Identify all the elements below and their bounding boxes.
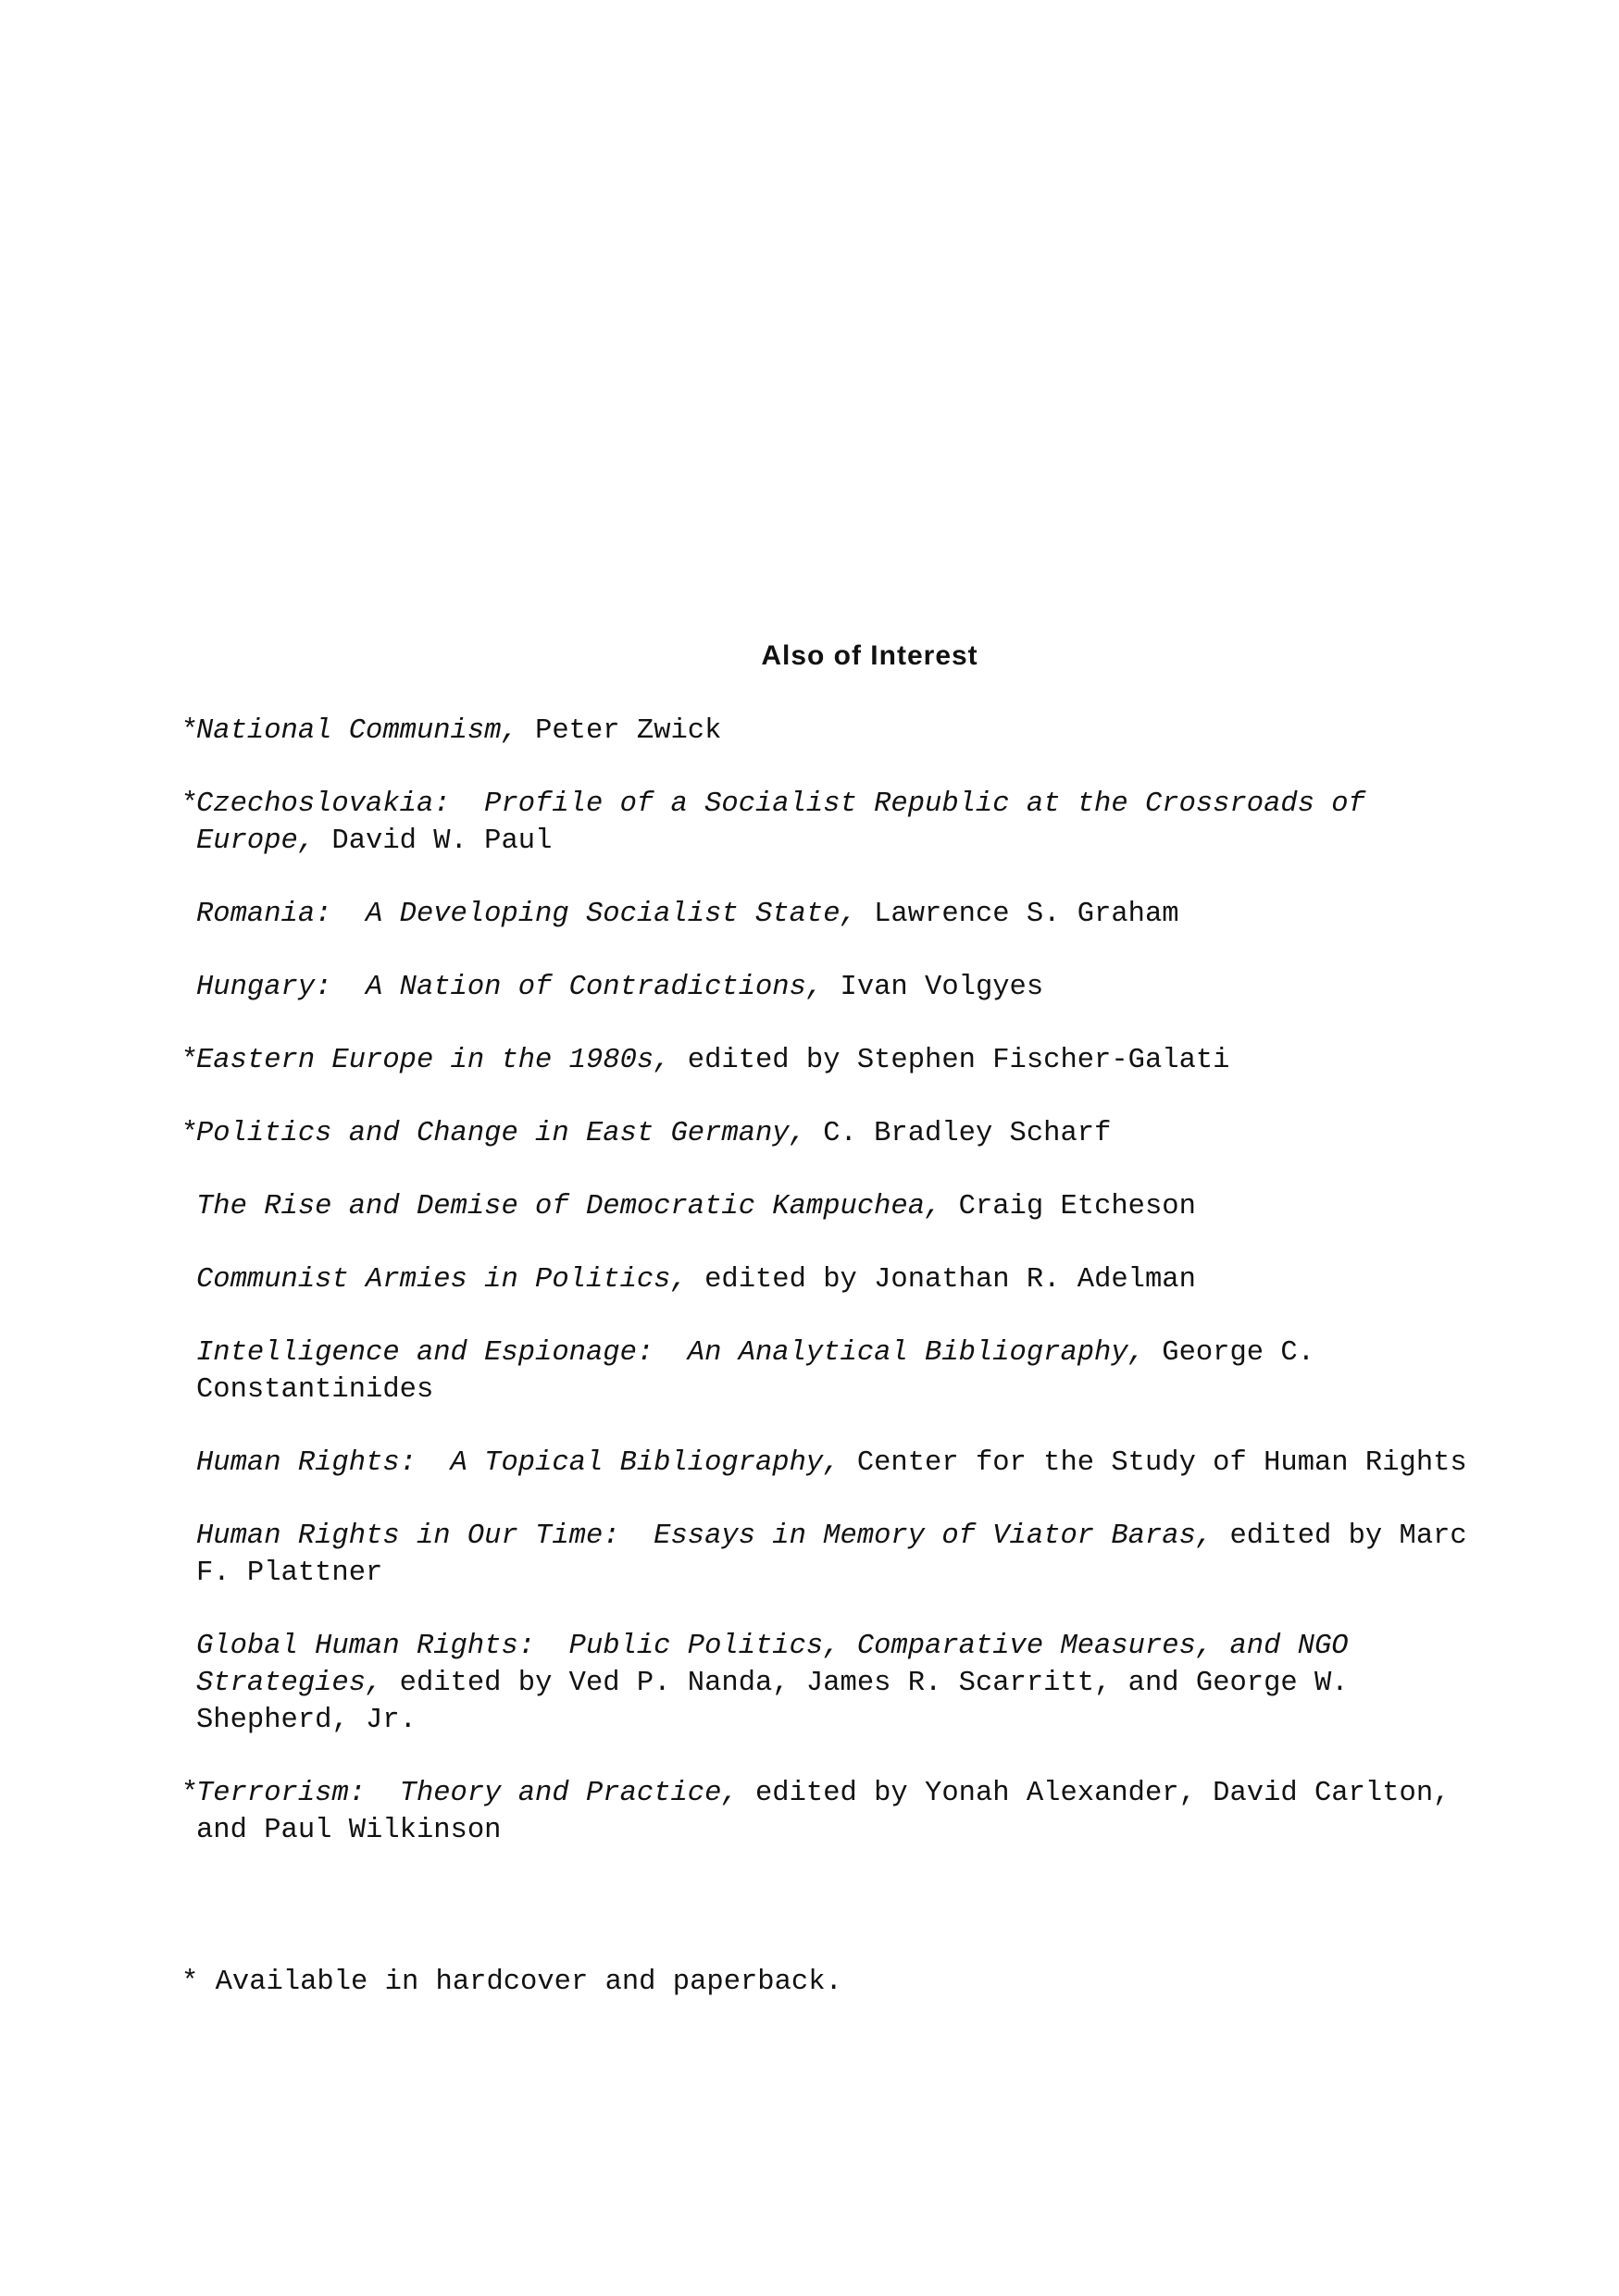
book-entry bbox=[181, 969, 1477, 1006]
book-title: Eastern Europe in the 1980s, bbox=[196, 1045, 671, 1076]
book-author: Ivan Volgyes bbox=[823, 972, 1044, 1003]
book-title: Communist Armies in Politics, bbox=[196, 1264, 688, 1296]
book-author: edited by Jonathan R. Adelman bbox=[687, 1264, 1196, 1296]
asterisk-marker: * bbox=[181, 788, 199, 820]
book-title: Politics and Change in East Germany, bbox=[196, 1118, 806, 1149]
book-author: David W. Paul bbox=[315, 825, 553, 857]
book-entry bbox=[181, 1042, 1477, 1079]
book-title: Human Rights in Our Time: Essays in Memory of Viator Baras, bbox=[196, 1520, 1214, 1552]
book-title: Intelligence and Espionage: An Analytical Bibliography, bbox=[196, 1337, 1145, 1369]
book-entry bbox=[181, 896, 1477, 933]
book-entry bbox=[181, 1775, 1477, 1849]
asterisk-marker: * bbox=[181, 1778, 199, 1809]
book-author: edited by Marc F. Plattner bbox=[196, 1520, 1485, 1589]
asterisk-marker: * bbox=[181, 1118, 199, 1149]
book-author: Craig Etcheson bbox=[941, 1191, 1196, 1222]
book-author: Center for the Study of Human Rights bbox=[840, 1447, 1467, 1479]
book-author: C. Bradley Scharf bbox=[805, 1118, 1112, 1149]
book-author: edited by Stephen Fischer-Galati bbox=[670, 1045, 1230, 1076]
book-title: Human Rights: A Topical Bibliography, bbox=[196, 1447, 841, 1479]
book-author: George C. Constantinides bbox=[196, 1337, 1332, 1406]
page-heading: Also of Interest bbox=[761, 640, 978, 671]
book-author: edited by Yonah Alexander, David Carlton, and Paul Wilkinson bbox=[196, 1778, 1467, 1846]
book-title: National Communism, bbox=[196, 715, 518, 747]
book-author: Peter Zwick bbox=[517, 715, 722, 747]
book-title: The Rise and Demise of Democratic Kampuchea, bbox=[196, 1191, 942, 1222]
asterisk-marker: * bbox=[181, 715, 199, 747]
book-entry bbox=[181, 1115, 1477, 1152]
book-title: Romania: A Developing Socialist State, bbox=[196, 899, 857, 930]
book-entry bbox=[181, 1188, 1477, 1225]
asterisk-marker: * bbox=[181, 1045, 199, 1076]
book-author: edited by Ved P. Nanda, James R. Scarritt, and George W. Shepherd, Jr. bbox=[196, 1668, 1365, 1736]
book-list bbox=[181, 713, 1485, 1885]
book-title: Global Human Rights: Public Politics, Comparative Measures, and NGO Strategies, bbox=[196, 1631, 1365, 1699]
book-title: Terrorism: Theory and Practice, bbox=[196, 1778, 739, 1809]
book-author: Lawrence S. Graham bbox=[856, 899, 1179, 930]
footnote: * Available in hardcover and paperback. bbox=[181, 1967, 842, 1998]
book-entry bbox=[181, 713, 1477, 750]
book-entry bbox=[181, 1261, 1477, 1298]
book-entry bbox=[181, 786, 1477, 860]
book-entry bbox=[181, 1445, 1477, 1482]
book-title: Hungary: A Nation of Contradictions, bbox=[196, 972, 824, 1003]
book-title: Czechoslovakia: Profile of a Socialist Republic at the Crossroads of Europe, bbox=[196, 788, 1383, 857]
book-entry bbox=[181, 1628, 1477, 1739]
book-entry bbox=[181, 1518, 1485, 1592]
book-entry bbox=[181, 1334, 1477, 1409]
